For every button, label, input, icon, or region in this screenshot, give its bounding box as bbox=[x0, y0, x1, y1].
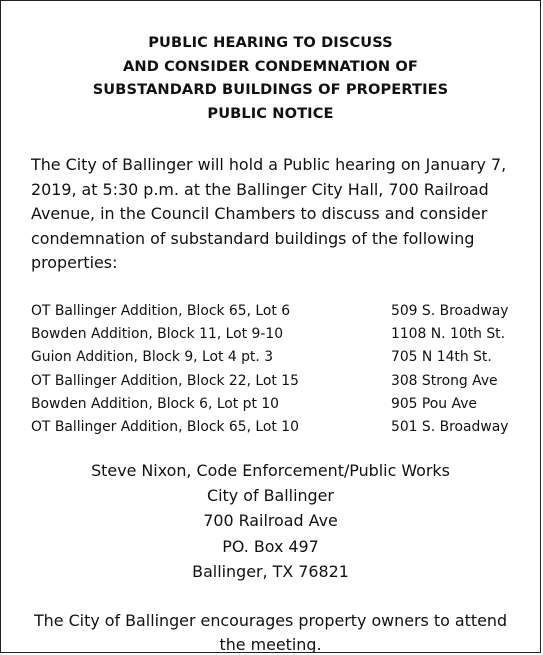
intro-paragraph bbox=[31, 153, 526, 276]
property-description: OT Ballinger Addition, Block 22, Lot 15 bbox=[31, 372, 299, 389]
contact-line: Ballinger, TX 76821 bbox=[192, 561, 349, 581]
property-address: 501 S. Broadway bbox=[391, 418, 509, 435]
closing-line: the meeting. bbox=[219, 634, 322, 653]
contact-line: PO. Box 497 bbox=[222, 536, 319, 556]
title-line: PUBLIC NOTICE bbox=[207, 104, 334, 122]
property-row bbox=[31, 370, 521, 393]
intro-line: 2019, at 5:30 p.m. at the Ballinger City Hall, 700 Railroad bbox=[31, 179, 489, 199]
property-description: Bowden Addition, Block 6, Lot pt 10 bbox=[31, 395, 280, 412]
property-address: 1108 N. 10th St. bbox=[391, 326, 506, 343]
contact-block bbox=[1, 458, 540, 584]
property-row bbox=[31, 393, 521, 416]
property-address: 308 Strong Ave bbox=[391, 372, 498, 389]
property-description: Bowden Addition, Block 11, Lot 9-10 bbox=[31, 326, 284, 343]
property-row bbox=[31, 346, 521, 369]
property-row bbox=[31, 416, 521, 439]
contact-line: Steve Nixon, Code Enforcement/Public Works bbox=[91, 461, 450, 480]
intro-line: properties: bbox=[31, 253, 118, 273]
property-row bbox=[31, 300, 521, 323]
property-address: 705 N 14th St. bbox=[391, 349, 492, 366]
property-address: 905 Pou Ave bbox=[391, 395, 477, 412]
title-line: SUBSTANDARD BUILDINGS OF PROPERTIES bbox=[92, 81, 449, 98]
title-line: AND CONSIDER CONDEMNATION OF bbox=[123, 57, 418, 75]
property-description: OT Ballinger Addition, Block 65, Lot 10 bbox=[31, 418, 299, 435]
property-description: OT Ballinger Addition, Block 65, Lot 6 bbox=[31, 303, 291, 319]
property-address: 509 S. Broadway bbox=[391, 303, 509, 319]
intro-line: Avenue, in the Council Chambers to discuss and consider bbox=[31, 204, 488, 224]
intro-line: The City of Ballinger will hold a Public hearing on January 7, bbox=[31, 155, 507, 174]
intro-line: condemnation of substandard buildings of the following bbox=[31, 228, 475, 248]
property-description: Guion Addition, Block 9, Lot 4 pt. 3 bbox=[31, 349, 274, 366]
property-row bbox=[31, 323, 521, 346]
closing-line: The City of Ballinger encourages property owners to attend bbox=[33, 611, 508, 630]
title-line: PUBLIC HEARING TO DISCUSS bbox=[148, 34, 393, 51]
contact-line: City of Ballinger bbox=[207, 486, 334, 506]
notice-title bbox=[1, 31, 540, 125]
contact-line: 700 Railroad Ave bbox=[203, 511, 338, 531]
property-list bbox=[31, 300, 521, 439]
closing-paragraph bbox=[1, 609, 540, 653]
